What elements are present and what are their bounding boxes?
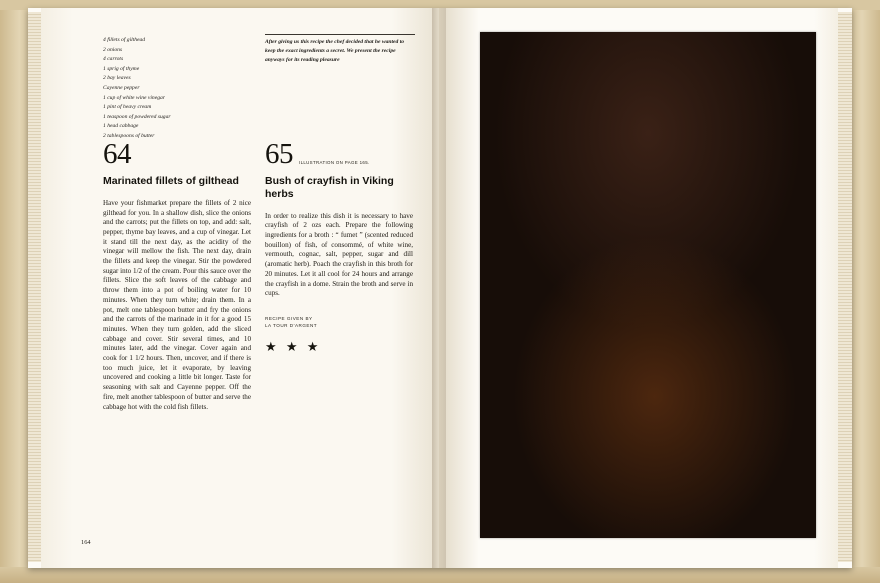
recipe-body (103, 199, 251, 412)
crayfish-photograph (480, 32, 816, 538)
recipe-body-text: In order to realize this dish it is necessary to have crayfish of 2 ozs each. Prepare the following ingredients for a broth : “ fumet ” (scented reduced bouillon) of fish, of consommé, of white wine, vermouth, cognac, salt, pepper, sugar and dill (aromatic herb). Poach the crayfish in this broth for 20 minutes. Let it all cool for 24 hours and arrange the crayfish in a dome. Strain the broth and serve in cups. (265, 211, 413, 298)
recipe-body-text: Have your fishmarket prepare the fillets of 2 nice gilthead for you. In a shallow dish, slice the onions and the carrots; put the fillets on top, and add: salt, pepper, thyme bay leaves, and a cup of vinegar. Let it stand till the next day, as the acidity of the vinegar will mellow the fish. The next day, drain the fillets and keep the vinegar. Stir the powdered sugar into 1/2 of the cream. Pour this sauce over the fillets. Slice the soft leaves of the cabbage and throw them into a pot of boiling water for 10 minutes. When they turn white; drain them. In a pot, melt one tablespoon butter and fry the onions and the carrots of the marinade in it for a good 15 minutes. When they turn golden, add the sliced cabbage and cover. Stir several times, and 10 minutes later, add the vinegar. Cover again and cook for 1 1/2 hours. Then, uncover, and if there is too much juice, let it evaporate, by leaving uncovered and cooking a little bit longer. Taste for seasoning with salt and Cayenne pepper. Off the fire, melt another tablespoon of butter and serve the cabbage hot with the cold fish fillets. (103, 198, 251, 411)
ingredient-item: 2 tablespoons of butter (103, 133, 155, 140)
illustration-note: ILLUSTRATION ON PAGE 165. (299, 160, 370, 165)
ingredient-item: Cayenne pepper (103, 85, 140, 92)
ingredient-item: 2 bay leaves (103, 75, 131, 82)
recipe-title: Bush of crayfish in Viking herbs (265, 175, 394, 200)
chef-note: After giving us this recipe the chef decided that he wanted to keep the exact ingredients a secret. We present the recipe anyways for its reading pleasure (265, 34, 415, 66)
ingredients-list (103, 36, 243, 142)
recipe-body (265, 212, 413, 299)
photo-background (480, 32, 816, 538)
ingredient-item: 4 carrots (103, 56, 124, 63)
recipe-number: 64 (103, 138, 131, 170)
ingredient-item: 4 fillets of gilthead (103, 37, 146, 43)
ingredient-item: 1 cup of white wine vinegar (103, 94, 165, 101)
ingredient-item: 1 sprig of thyme (103, 65, 140, 72)
open-book (28, 8, 852, 568)
recipe-rating-stars: ★ ★ ★ (265, 338, 322, 354)
right-page (439, 8, 838, 568)
recipe-column-64 (103, 140, 251, 412)
recipe-title: Marinated fillets of gilthead (103, 175, 239, 187)
page-edges-left (28, 12, 42, 562)
book-gutter (432, 8, 446, 568)
left-page (41, 8, 439, 568)
recipe-number: 65 (265, 138, 293, 170)
ingredient-item: 1 pint of heavy cream (103, 104, 152, 111)
ingredient-item: 1 head cabbage (103, 123, 139, 130)
ingredient-item: 1 teaspoon of powdered sugar (103, 113, 171, 120)
page-edges-right (837, 12, 852, 562)
backdrop-right-edge (850, 0, 880, 583)
backdrop-bottom-edge (0, 567, 880, 583)
recipe-column-65 (265, 140, 413, 355)
recipe-credit: RECIPE GIVEN BY LA TOUR D'ARGENT (265, 315, 318, 329)
recipe-number-row (265, 140, 413, 169)
ingredient-item: 2 onions (103, 46, 123, 53)
page-folio-number: 164 (81, 539, 91, 546)
